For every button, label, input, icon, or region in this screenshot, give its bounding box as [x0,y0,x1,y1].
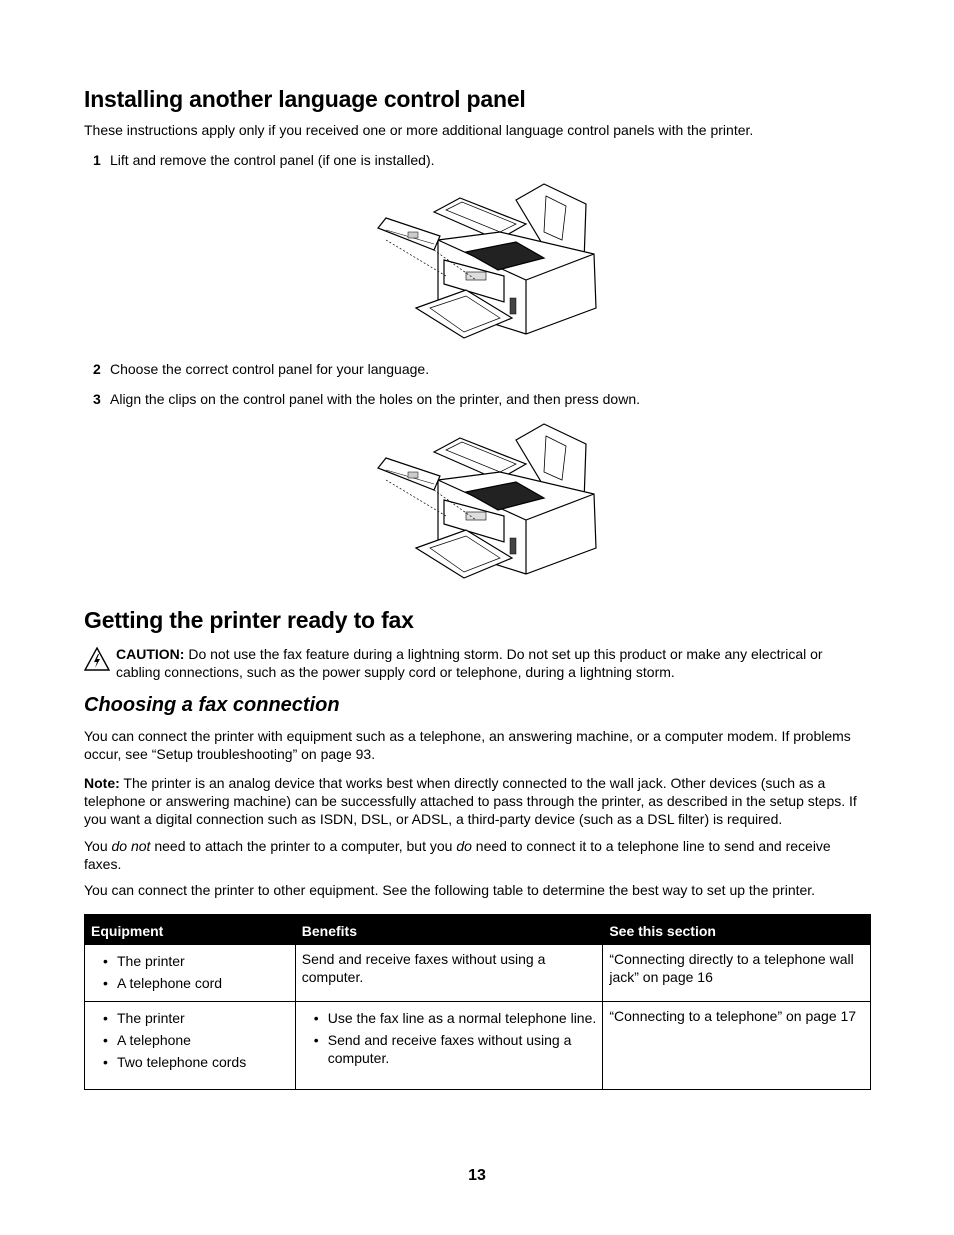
column-header-equipment: Equipment [85,915,296,945]
step-number: 3 [93,391,101,407]
subsection-title: Choosing a fax connection [84,694,340,716]
section-title-language-panel: Installing another language control panel [84,86,526,112]
benefits-list [302,1009,597,1067]
emphasis-do: do [456,838,472,854]
text-run: need to connect it to a telephone line to send and receive faxes. [84,838,831,872]
list-item: • Use the fax line as a normal telephone line. [302,1009,597,1027]
list-item: • The printer [91,1009,289,1027]
step-number: 2 [93,361,101,377]
caution-text [116,645,870,681]
list-item: • A telephone cord [91,974,289,992]
page-number: 13 [468,1167,486,1184]
fax-connection-table [84,914,871,1090]
column-header-section: See this section [603,915,871,945]
paragraph-computer-not-needed [84,837,870,873]
lightning-warning-icon [84,647,110,671]
note-label: Note: [84,775,120,791]
section-title-fax: Getting the printer ready to fax [84,607,414,633]
printer-illustration-remove-panel [376,180,606,340]
emphasis-do-not: do not [111,838,151,854]
list-item: • Two telephone cords [91,1053,289,1071]
text-run: need to attach the printer to a computer, but you [150,838,457,854]
caution-label: CAUTION: [116,646,185,662]
intro-paragraph: These instructions apply only if you received one or more additional language control panels with the printer. [84,122,754,138]
column-header-benefits: Benefits [295,915,603,945]
note-paragraph [84,774,870,828]
section-cell: “Connecting to a telephone” on page 17 [603,1002,871,1090]
table-row [85,1002,871,1090]
section-cell: “Connecting directly to a telephone wall jack” on page 16 [603,945,871,1002]
paragraph-table-intro: You can connect the printer to other equipment. See the following table to determine the best way to set up the printer. [84,882,816,898]
list-item: • The printer [91,952,289,970]
equipment-cell [85,945,296,1002]
equipment-cell [85,1002,296,1090]
step-text: Choose the correct control panel for your language. [110,361,430,377]
paragraph-connect-equipment: You can connect the printer with equipment such as a telephone, an answering machine, or a computer modem. If problems occur, see “Setup troubleshooting” on page 93. [84,728,851,762]
equipment-list [91,1009,289,1071]
text-run: You [84,838,112,854]
list-item: • Send and receive faxes without using a computer. [302,1031,597,1067]
list-item: • A telephone [91,1031,289,1049]
benefits-cell [295,1002,603,1090]
note-body: The printer is an analog device that works best when directly connected to the wall jack. Other devices (such as a telephone or answering machine) can be successfully attached to pass through the printer, as described in the setup steps. If you want a digital connection such as ISDN, DSL, or ADSL, a third-party device (such as a DSL filter) is required. [84,775,857,827]
table-header-row [85,915,871,945]
printer-illustration-align-panel [376,420,606,580]
benefits-cell: Send and receive faxes without using a computer. [295,945,603,1002]
step-text: Align the clips on the control panel with the holes on the printer, and then press down. [110,391,641,407]
step-number: 1 [93,152,101,168]
table-row [85,945,871,1002]
caution-body: Do not use the fax feature during a lightning storm. Do not set up this product or make any electrical or cabling connections, such as the power supply cord or telephone, during a lightning storm. [116,646,823,680]
equipment-list [91,952,289,992]
step-text: Lift and remove the control panel (if one is installed). [110,152,435,168]
